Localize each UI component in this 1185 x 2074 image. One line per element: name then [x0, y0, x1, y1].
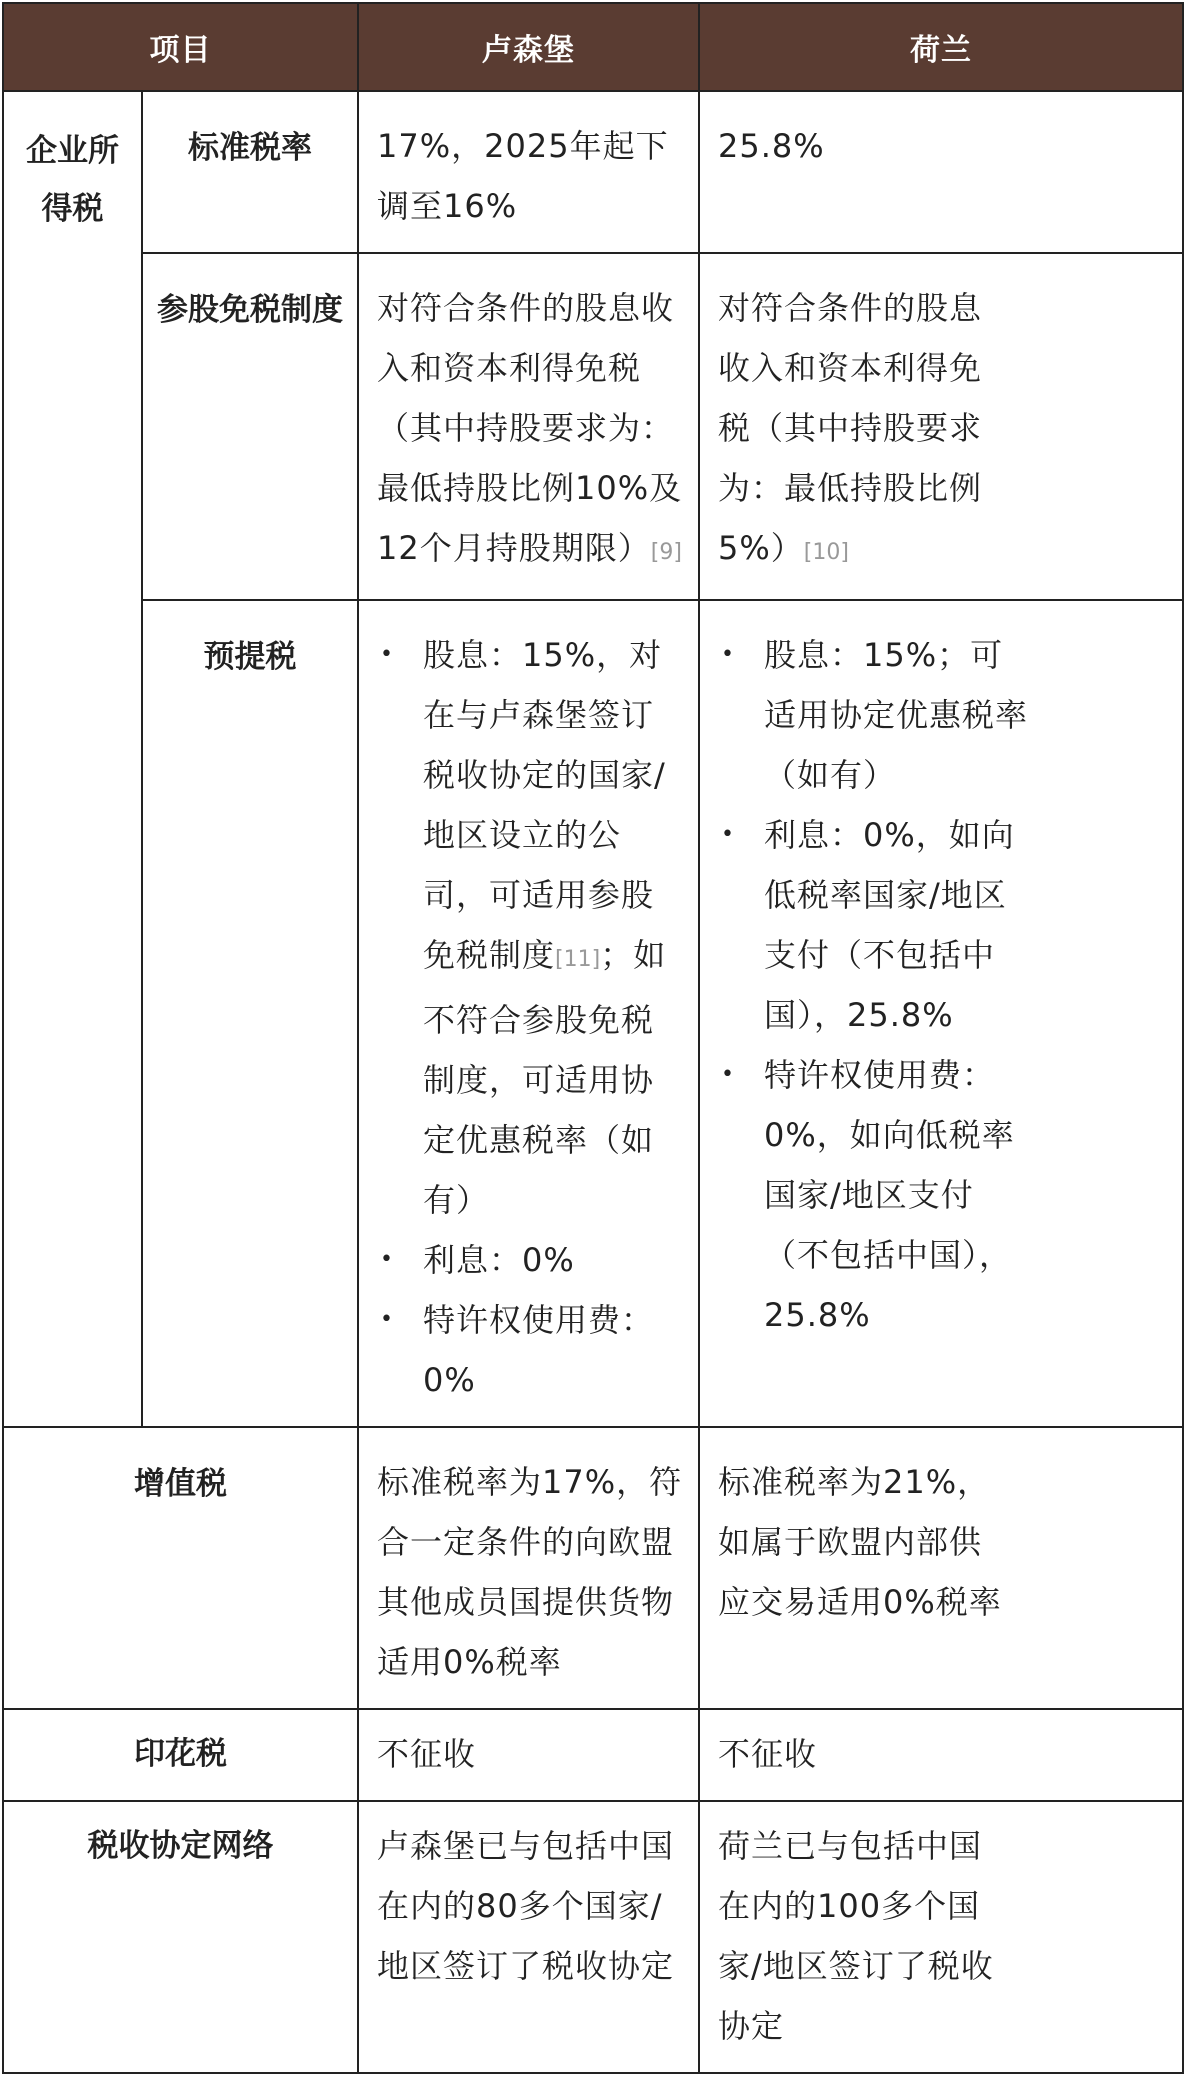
nl-participation-ref[interactable]: [10]	[803, 540, 849, 565]
nl-interest-text: 利息：0%，如向低税率国家/地区支付（不包括中国），25.8%	[764, 816, 1015, 1034]
lu-participation-exemption	[358, 253, 699, 600]
table-row	[3, 1801, 1183, 2073]
lu-royalty-text: 特许权使用费：0%	[423, 1301, 655, 1399]
list-item	[718, 805, 1032, 1045]
lu-vat: 标准税率为17%，符合一定条件的向欧盟其他成员国提供货物适用0%税率	[358, 1427, 699, 1709]
list-item	[377, 1230, 686, 1290]
row-label-participation-exemption: 参股免税制度	[142, 253, 358, 600]
table-row	[3, 91, 1183, 253]
table-row	[3, 253, 1183, 600]
nl-participation-text: 对符合条件的股息收入和资本利得免税（其中持股要求为：最低持股比例5%）	[718, 289, 983, 567]
lu-stamp-duty: 不征收	[358, 1709, 699, 1801]
nl-dividend-text: 股息：15%；可适用协定优惠税率（如有）	[764, 636, 1029, 794]
nl-stamp-duty: 不征收	[699, 1709, 1183, 1801]
list-item	[377, 625, 686, 1230]
lu-dividend-text: 股息：15%，对在与卢森堡签订税收协定的国家/地区设立的公司，可适用参股免税制度	[423, 636, 666, 974]
bullet-icon: •	[380, 642, 394, 667]
category-cit: 企业所得税	[3, 91, 142, 1427]
nl-royalty-text: 特许权使用费：0%，如向低税率国家/地区支付（不包括中国），25.8%	[764, 1056, 1015, 1334]
lu-participation-ref[interactable]: [9]	[650, 540, 682, 565]
lu-dividend-text-after: ；如不符合参股免税制度，可适用协定优惠税率（如有）	[423, 936, 667, 1219]
lu-withholding-tax	[358, 600, 699, 1427]
header-netherlands: 荷兰	[699, 3, 1183, 91]
nl-participation-exemption	[699, 253, 1183, 600]
header-item: 项目	[3, 3, 358, 91]
bullet-icon: •	[380, 1247, 394, 1272]
bullet-icon: •	[380, 1307, 394, 1332]
lu-withholding-list	[377, 625, 686, 1410]
header-luxembourg: 卢森堡	[358, 3, 699, 91]
lu-standard-rate: 17%，2025年起下调至16%	[358, 91, 699, 253]
nl-withholding-list	[718, 625, 1032, 1345]
nl-vat: 标准税率为21%，如属于欧盟内部供应交易适用0%税率	[699, 1427, 1183, 1709]
row-label-treaty-network: 税收协定网络	[3, 1801, 358, 2073]
nl-treaty-network: 荷兰已与包括中国在内的100多个国家/地区签订了税收协定	[699, 1801, 1183, 2073]
lu-participation-text: 对符合条件的股息收入和资本利得免税（其中持股要求为：最低持股比例10%及12个月持股期限）	[377, 289, 683, 567]
list-item	[377, 1290, 686, 1410]
row-label-standard-rate: 标准税率	[142, 91, 358, 253]
bullet-icon: •	[721, 1062, 735, 1087]
nl-withholding-tax	[699, 600, 1183, 1427]
lu-interest-text: 利息：0%	[423, 1241, 575, 1279]
row-label-stamp-duty: 印花税	[3, 1709, 358, 1801]
list-item	[718, 1045, 1032, 1345]
list-item	[718, 625, 1032, 805]
row-label-withholding-tax: 预提税	[142, 600, 358, 1427]
row-label-vat: 增值税	[3, 1427, 358, 1709]
table-row	[3, 1709, 1183, 1801]
nl-standard-rate: 25.8%	[699, 91, 1183, 253]
lu-treaty-network: 卢森堡已与包括中国在内的80多个国家/地区签订了税收协定	[358, 1801, 699, 2073]
table-row	[3, 600, 1183, 1427]
table-row	[3, 1427, 1183, 1709]
lu-dividend-ref[interactable]: [11]	[555, 947, 601, 972]
bullet-icon: •	[721, 822, 735, 847]
table-header-row	[3, 3, 1183, 91]
bullet-icon: •	[721, 642, 735, 667]
tax-comparison-table	[2, 2, 1184, 2074]
